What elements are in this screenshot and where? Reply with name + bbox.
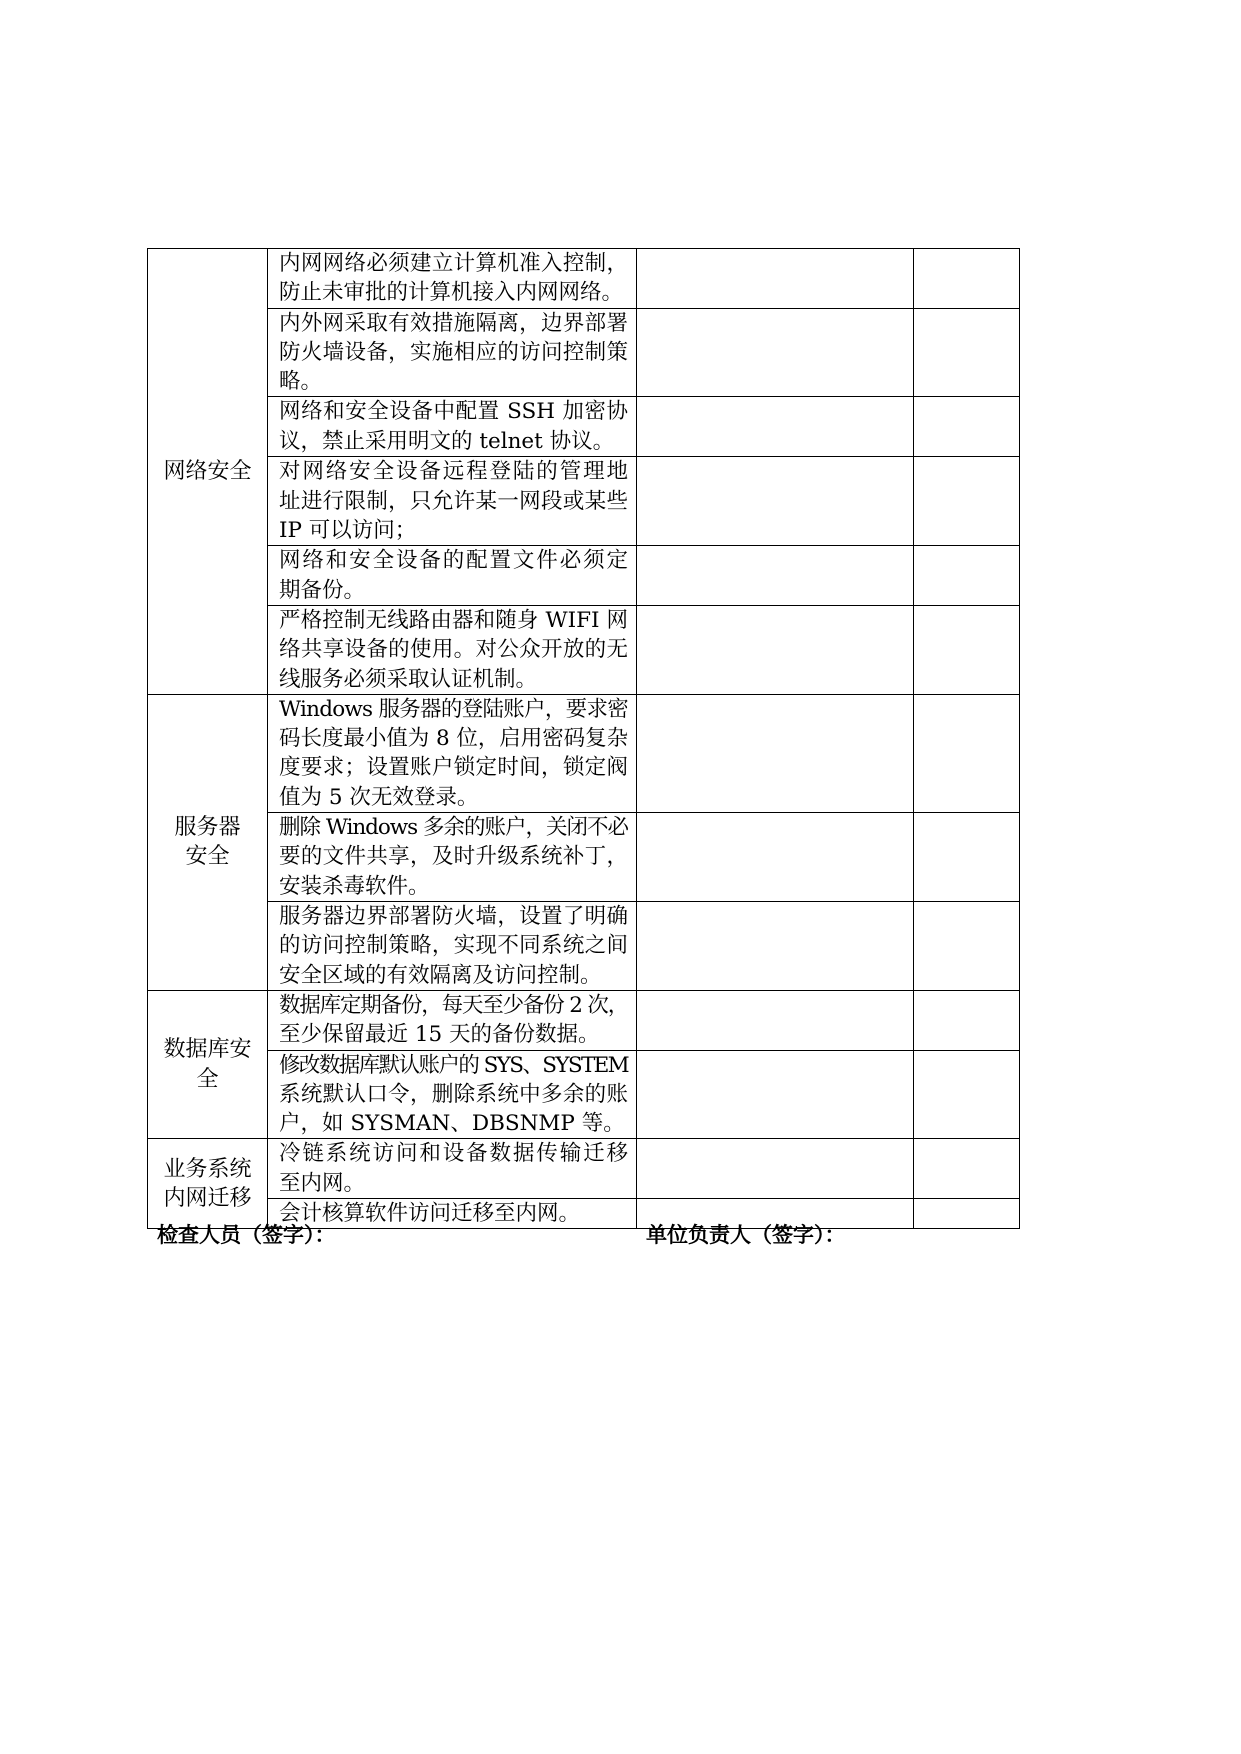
remarks-cell <box>914 1139 1020 1199</box>
remarks-cell <box>914 249 1020 309</box>
requirement-cell <box>268 249 637 309</box>
check-result-cell <box>637 901 914 990</box>
requirement-line: 删除 Windows 多余的账户，关闭不必 <box>279 815 628 841</box>
requirement-line: 修改数据库默认账户的 SYS、SYSTEM <box>279 1052 628 1078</box>
requirement-cell <box>268 397 637 457</box>
table-row <box>148 249 1020 309</box>
requirement-line: 网络和安全设备的配置文件必须定 <box>279 548 628 574</box>
requirement-line: 服务器边界部署防火墙，设置了明确 <box>279 903 628 929</box>
remarks-cell <box>914 990 1020 1050</box>
remarks-cell <box>914 308 1020 397</box>
requirement-line: 要的文件共享，及时升级系统补丁， <box>279 844 628 870</box>
requirement-line: 至内网。 <box>279 1170 366 1196</box>
remarks-cell <box>914 397 1020 457</box>
inspector-signature-label: 检查人员（签字）： <box>157 1223 336 1247</box>
requirement-cell <box>268 605 637 694</box>
table-row <box>148 457 1020 546</box>
requirement-line: 防火墙设备，实施相应的访问控制策 <box>279 339 628 365</box>
requirement-line: 议，禁止采用明文的 telnet 协议。 <box>279 428 615 454</box>
category-cell-server-security <box>148 694 268 990</box>
requirement-line: 网络和安全设备中配置 SSH 加密协 <box>279 399 628 425</box>
requirement-line: 户，如 SYSMAN、DBSNMP 等。 <box>279 1111 625 1137</box>
requirement-line: 略。 <box>279 369 323 395</box>
check-result-cell <box>637 1139 914 1199</box>
category-cell-network-security <box>148 249 268 695</box>
requirement-line: 络共享设备的使用。对公众开放的无 <box>279 637 628 663</box>
remarks-cell <box>914 813 1020 902</box>
remarks-cell <box>914 457 1020 546</box>
category-cell-database-security <box>148 990 268 1138</box>
requirement-line: 线服务必须采取认证机制。 <box>279 666 538 692</box>
check-result-cell <box>637 397 914 457</box>
category-label: 数据库安 <box>163 1037 252 1063</box>
remarks-cell <box>914 605 1020 694</box>
remarks-cell <box>914 1050 1020 1139</box>
requirement-cell <box>268 308 637 397</box>
category-label: 网络安全 <box>163 458 252 484</box>
table-row <box>148 1139 1020 1199</box>
requirement-cell <box>268 546 637 606</box>
requirement-line: 内网网络必须建立计算机准入控制， <box>279 251 628 276</box>
requirement-line: 安装杀毒软件。 <box>279 873 430 899</box>
remarks-cell <box>914 1199 1020 1229</box>
check-result-cell <box>637 605 914 694</box>
unit-head-signature-label: 单位负责人（签字）： <box>646 1223 846 1247</box>
table-row <box>148 990 1020 1050</box>
requirement-cell <box>268 457 637 546</box>
category-label: 内网迁移 <box>163 1185 252 1211</box>
requirement-line: 严格控制无线路由器和随身 WIFI 网 <box>279 607 628 633</box>
category-label: 业务系统 <box>163 1156 252 1182</box>
requirement-cell <box>268 1139 637 1199</box>
table-row <box>148 605 1020 694</box>
requirement-line: 对网络安全设备远程登陆的管理地 <box>279 459 628 485</box>
requirement-line: 防止未审批的计算机接入内网网络。 <box>279 280 624 306</box>
requirement-line: 会计核算软件访问迁移至内网。 <box>279 1201 581 1227</box>
requirement-line: 冷链系统访问和设备数据传输迁移 <box>279 1141 628 1167</box>
requirement-line: 度要求；设置账户锁定时间，锁定阀 <box>279 755 628 781</box>
remarks-cell <box>914 546 1020 606</box>
requirement-line: 内外网采取有效措施隔离，边界部署 <box>279 310 628 336</box>
category-cell-business-system-migration <box>148 1139 268 1229</box>
requirement-line: 的访问控制策略，实现不同系统之间 <box>279 933 628 959</box>
requirement-line: 数据库定期备份，每天至少备份 2 次， <box>279 992 628 1018</box>
remarks-cell <box>914 694 1020 812</box>
requirement-line: IP 可以访问； <box>279 518 417 544</box>
table-row <box>148 397 1020 457</box>
requirement-cell <box>268 901 637 990</box>
requirement-line: 码长度最小值为 8 位，启用密码复杂 <box>279 726 628 752</box>
table-row <box>148 308 1020 397</box>
category-label: 服务器 <box>174 815 241 841</box>
requirement-line: 址进行限制，只允许某一网段或某些 <box>279 488 628 514</box>
table-row <box>148 901 1020 990</box>
requirement-line: 安全区域的有效隔离及访问控制。 <box>279 962 602 988</box>
requirement-cell <box>268 694 637 812</box>
requirement-line: 值为 5 次无效登录。 <box>279 784 479 810</box>
check-result-cell <box>637 457 914 546</box>
requirement-cell <box>268 1050 637 1139</box>
table-row <box>148 694 1020 812</box>
check-result-cell <box>637 694 914 812</box>
requirement-line: 系统默认口令，删除系统中多余的账 <box>279 1081 628 1107</box>
requirement-cell <box>268 990 637 1050</box>
check-result-cell <box>637 813 914 902</box>
requirement-line: 期备份。 <box>279 577 366 603</box>
table-row <box>148 546 1020 606</box>
check-result-cell <box>637 1050 914 1139</box>
requirement-line: Windows 服务器的登陆账户，要求密 <box>279 696 628 722</box>
security-checklist-table <box>147 248 1020 1229</box>
check-result-cell <box>637 990 914 1050</box>
table-row <box>148 1050 1020 1139</box>
requirement-cell <box>268 813 637 902</box>
check-result-cell <box>637 546 914 606</box>
category-label: 安全 <box>185 844 230 870</box>
remarks-cell <box>914 901 1020 990</box>
check-result-cell <box>637 308 914 397</box>
table-row <box>148 813 1020 902</box>
requirement-line: 至少保留最近 15 天的备份数据。 <box>279 1022 600 1048</box>
category-label: 全 <box>196 1066 219 1092</box>
check-result-cell <box>637 249 914 309</box>
